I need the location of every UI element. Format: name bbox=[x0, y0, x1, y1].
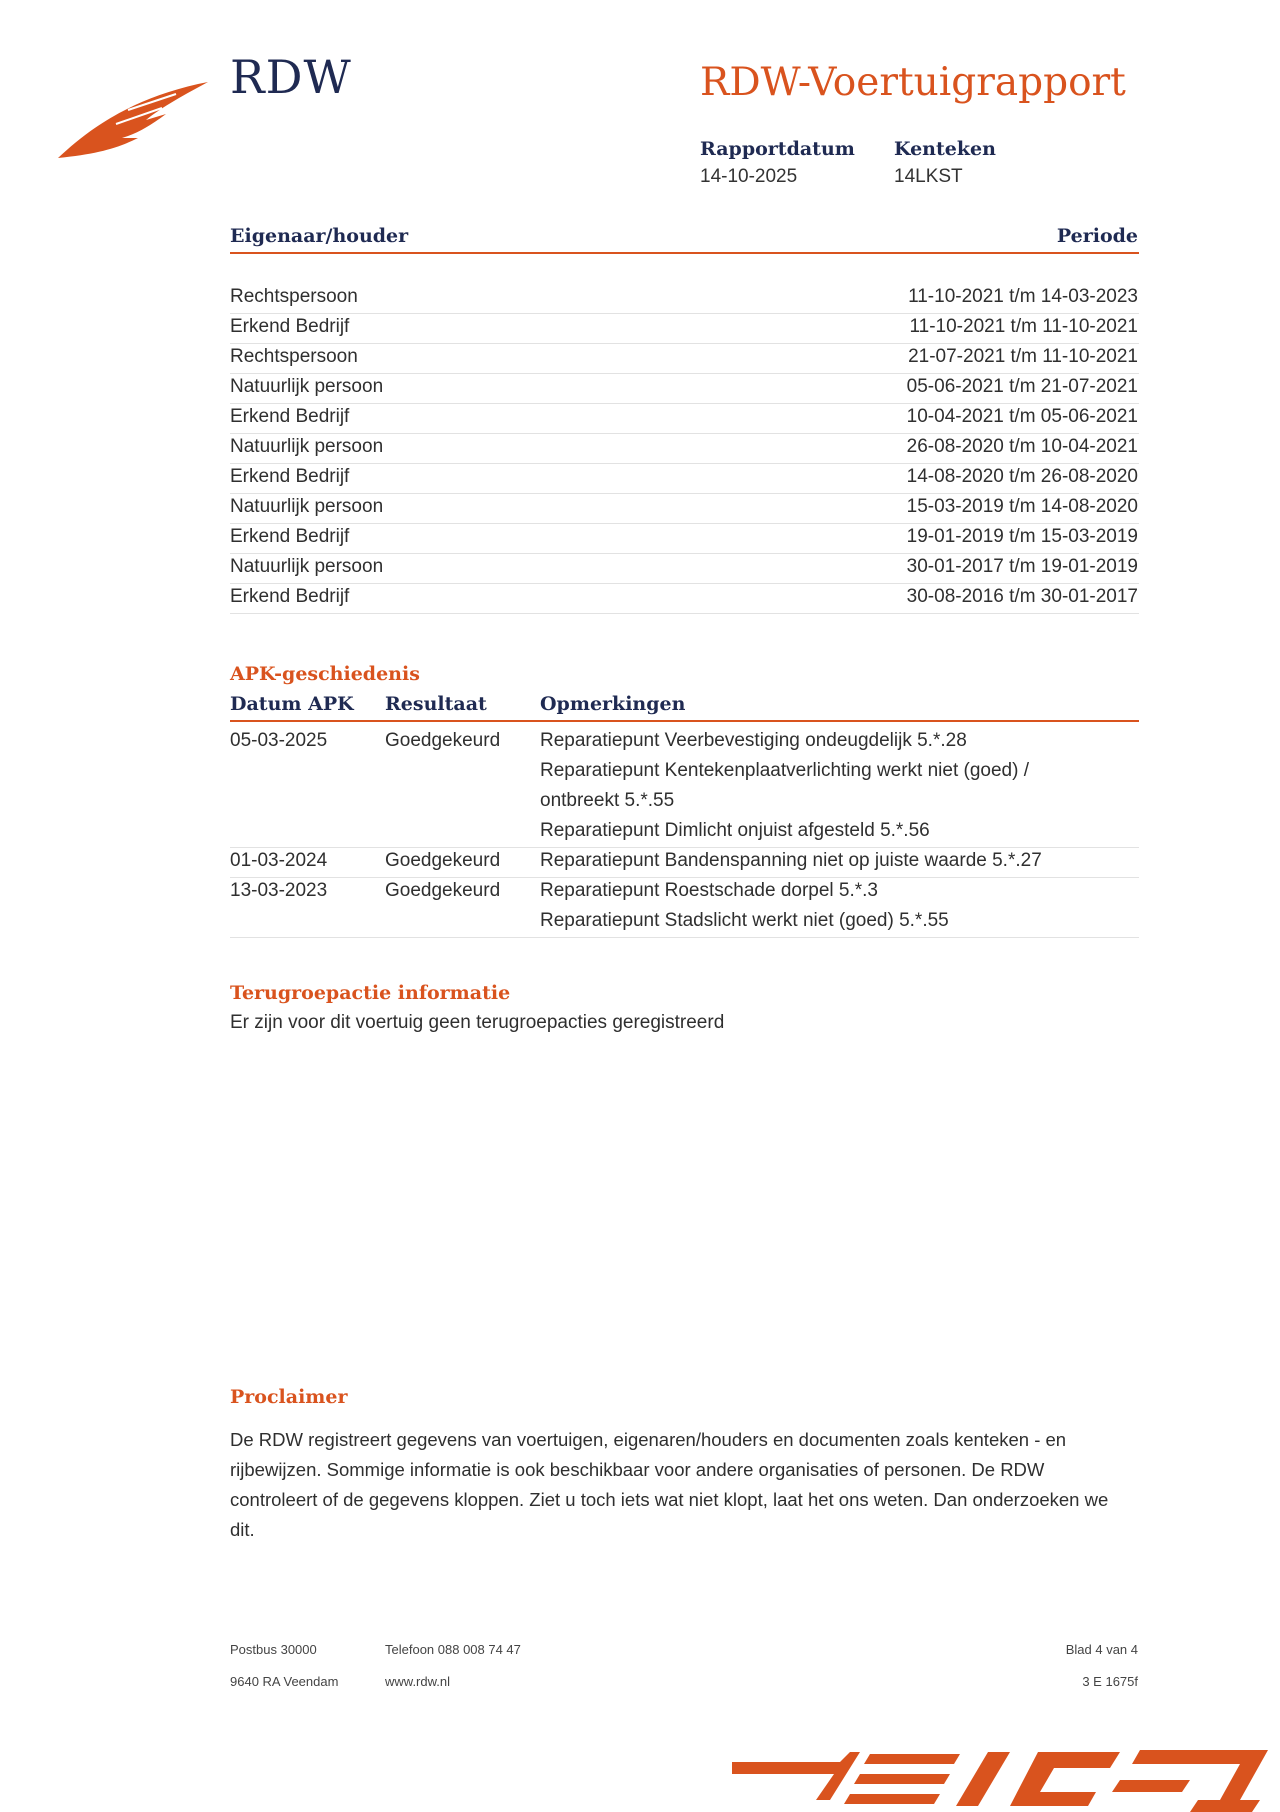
apk-date: 13-03-2023 bbox=[230, 880, 328, 901]
owner-type: Erkend Bedrijf bbox=[230, 316, 350, 337]
table-row-divider bbox=[230, 877, 1139, 878]
apk-remark: Reparatiepunt Kentekenplaatverlichting werkt niet (goed) / bbox=[540, 760, 1030, 781]
footer-postbus: Postbus 30000 bbox=[230, 1642, 317, 1657]
table-row-divider bbox=[230, 937, 1139, 938]
apk-result: Goedgekeurd bbox=[385, 730, 501, 751]
apk-remark: Reparatiepunt Dimlicht onjuist afgesteld 5.*.56 bbox=[540, 820, 930, 841]
owner-column-header: Eigenaar/houder bbox=[230, 225, 409, 247]
apk-result-header: Resultaat bbox=[385, 693, 487, 715]
footer-city: 9640 RA Veendam bbox=[230, 1674, 339, 1689]
proclaimer-text: De RDW registreert gegevens van voertuigen, eigenaren/houders en documenten zoals kenteken - en rijbewijzen. Sommige informatie is ook beschikbaar voor andere organisaties of personen. De RDW controleert of de gegevens kloppen. Ziet u toch iets wat niet klopt, laat het ons weten. Dan onderzoeken we dit. bbox=[230, 1429, 1109, 1540]
table-row-divider bbox=[230, 847, 1139, 848]
table-row-divider bbox=[230, 583, 1139, 584]
recall-title: Terugroepactie informatie bbox=[230, 982, 511, 1004]
period-column-header: Periode bbox=[1056, 225, 1138, 247]
footer-website: www.rdw.nl bbox=[385, 1674, 451, 1689]
proclaimer-title: Proclaimer bbox=[230, 1386, 348, 1408]
apk-remark: Reparatiepunt Roestschade dorpel 5.*.3 bbox=[540, 880, 879, 901]
owner-type: Natuurlijk persoon bbox=[230, 436, 384, 457]
owner-period: 11-10-2021 t/m 14-03-2023 bbox=[908, 286, 1138, 307]
table-row-divider bbox=[230, 613, 1139, 614]
report-date-value: 14-10-2025 bbox=[700, 166, 798, 187]
owner-type: Rechtspersoon bbox=[230, 346, 358, 367]
footer-page-number: Blad 4 van 4 bbox=[1065, 1642, 1138, 1657]
footer-phone: Telefoon 088 008 74 47 bbox=[385, 1642, 521, 1657]
apk-remark: Reparatiepunt Stadslicht werkt niet (goed) 5.*.55 bbox=[540, 910, 949, 931]
owner-period: 30-01-2017 t/m 19-01-2019 bbox=[906, 556, 1138, 577]
footer-doc-code: 3 E 1675f bbox=[1082, 1674, 1138, 1689]
apk-remark: Reparatiepunt Veerbevestiging ondeugdelijk 5.*.28 bbox=[540, 730, 967, 751]
table-row-divider bbox=[230, 523, 1139, 524]
owner-type: Rechtspersoon bbox=[230, 286, 358, 307]
table-row-divider bbox=[230, 313, 1139, 314]
owner-type: Erkend Bedrijf bbox=[230, 406, 350, 427]
apk-date: 01-03-2024 bbox=[230, 850, 328, 871]
table-row-divider bbox=[230, 553, 1139, 554]
owner-header-rule bbox=[230, 252, 1139, 254]
apk-result: Goedgekeurd bbox=[385, 880, 501, 901]
apk-title: APK-geschiedenis bbox=[230, 663, 420, 685]
owner-period: 10-04-2021 t/m 05-06-2021 bbox=[906, 406, 1138, 427]
apk-remark: ontbreekt 5.*.55 bbox=[540, 790, 675, 811]
owner-type: Natuurlijk persoon bbox=[230, 556, 384, 577]
table-row-divider bbox=[230, 373, 1139, 374]
owner-period: 14-08-2020 t/m 26-08-2020 bbox=[906, 466, 1138, 487]
table-row-divider bbox=[230, 343, 1139, 344]
table-row-divider bbox=[230, 463, 1139, 464]
owner-type: Natuurlijk persoon bbox=[230, 376, 384, 397]
owner-period: 26-08-2020 t/m 10-04-2021 bbox=[906, 436, 1138, 457]
owner-period: 05-06-2021 t/m 21-07-2021 bbox=[906, 376, 1138, 397]
decorative-stripes-icon bbox=[720, 1740, 1280, 1812]
apk-header-rule bbox=[230, 720, 1139, 722]
owner-type: Natuurlijk persoon bbox=[230, 496, 384, 517]
table-row-divider bbox=[230, 403, 1139, 404]
owner-period: 30-08-2016 t/m 30-01-2017 bbox=[906, 586, 1138, 607]
page-title: RDW-Voertuigrapport bbox=[700, 60, 1126, 105]
owner-type: Erkend Bedrijf bbox=[230, 526, 350, 547]
apk-remarks-header: Opmerkingen bbox=[540, 693, 686, 715]
owner-type: Erkend Bedrijf bbox=[230, 466, 350, 487]
report-date-label: Rapportdatum bbox=[700, 138, 855, 160]
owner-period: 19-01-2019 t/m 15-03-2019 bbox=[906, 526, 1138, 547]
owner-period: 15-03-2019 t/m 14-08-2020 bbox=[906, 496, 1138, 517]
apk-date-header: Datum APK bbox=[230, 693, 354, 715]
table-row-divider bbox=[230, 493, 1139, 494]
brand-name: RDW bbox=[230, 50, 352, 104]
apk-result: Goedgekeurd bbox=[385, 850, 501, 871]
apk-remark: Reparatiepunt Bandenspanning niet op juiste waarde 5.*.27 bbox=[540, 850, 1042, 871]
owner-type: Erkend Bedrijf bbox=[230, 586, 350, 607]
recall-text: Er zijn voor dit voertuig geen terugroepacties geregistreerd bbox=[230, 1012, 725, 1033]
owner-period: 11-10-2021 t/m 11-10-2021 bbox=[909, 316, 1138, 337]
table-row-divider bbox=[230, 433, 1139, 434]
apk-date: 05-03-2025 bbox=[230, 730, 328, 751]
plate-value: 14LKST bbox=[894, 166, 963, 187]
owner-period: 21-07-2021 t/m 11-10-2021 bbox=[908, 346, 1138, 367]
rdw-logo-icon bbox=[58, 80, 208, 162]
plate-label: Kenteken bbox=[894, 138, 996, 160]
